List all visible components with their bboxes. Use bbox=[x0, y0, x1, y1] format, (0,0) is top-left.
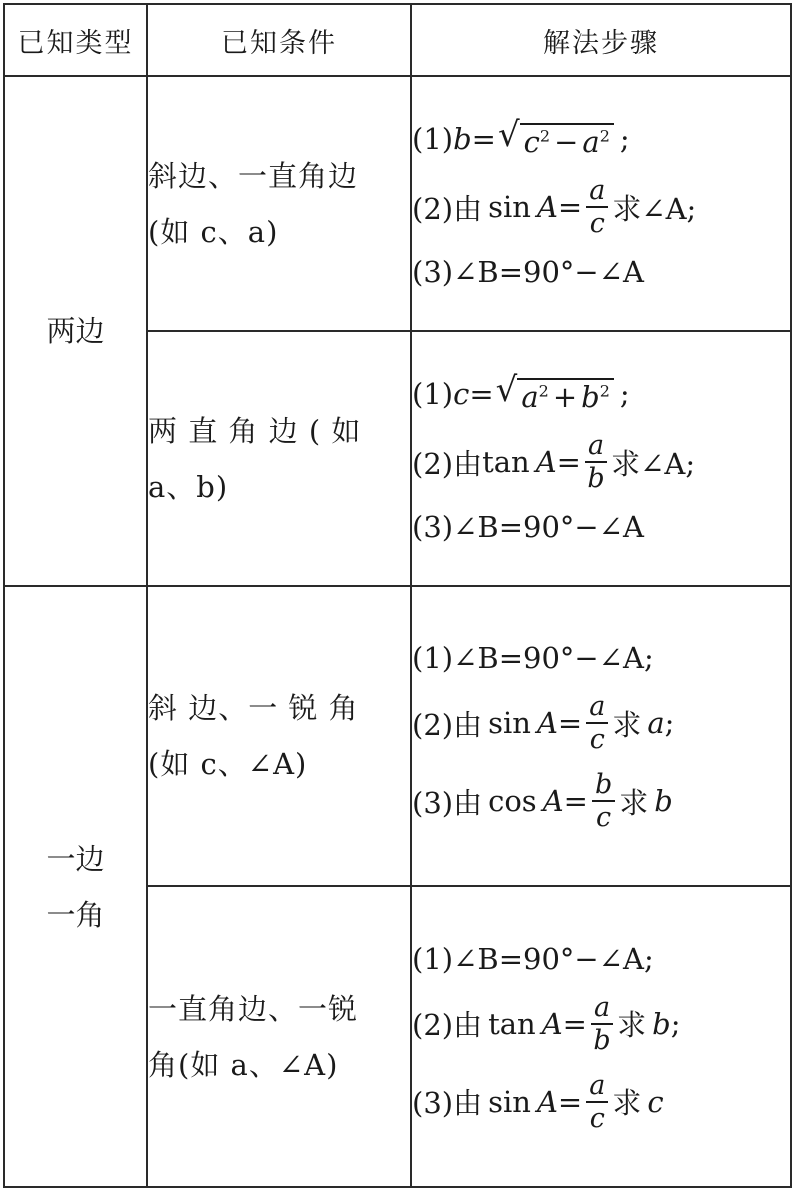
step-prefix: (1) bbox=[412, 941, 454, 976]
target-variable: a bbox=[647, 706, 665, 740]
step-2 bbox=[412, 693, 790, 753]
unknown-side: c bbox=[453, 376, 470, 411]
known-type-line: 一边 bbox=[46, 841, 105, 876]
condition-line: 斜边、一直角边 bbox=[148, 158, 359, 193]
radicand: $c^2 - a^2$ bbox=[520, 123, 614, 159]
trig-function: tan bbox=[482, 445, 530, 479]
fraction-denominator: b bbox=[587, 463, 605, 494]
angle-variable: A bbox=[536, 190, 558, 224]
step-3 bbox=[412, 771, 790, 831]
step-text: ∠B=90°−∠A; bbox=[453, 941, 654, 976]
equals-sign: = bbox=[557, 1084, 583, 1119]
header-known-condition: 已知条件 bbox=[147, 4, 411, 76]
step-2 bbox=[412, 177, 790, 237]
angle-variable: A bbox=[542, 784, 564, 818]
step-tail: 求 bbox=[612, 1086, 642, 1120]
fraction-numerator: b bbox=[592, 771, 615, 802]
step-tail: 求 bbox=[619, 785, 649, 820]
table-row bbox=[4, 586, 791, 886]
step-prefix: (3)由 bbox=[412, 1086, 483, 1120]
condition-line: 斜 边、一 锐 角 bbox=[148, 691, 359, 725]
fraction-numerator: a bbox=[586, 1072, 608, 1103]
header-solution-steps: 解法步骤 bbox=[411, 4, 791, 76]
known-condition-cell bbox=[147, 886, 411, 1187]
equals-sign: = bbox=[557, 190, 583, 224]
angle-variable: A bbox=[536, 706, 558, 740]
fraction-denominator: c bbox=[589, 1102, 605, 1134]
fraction bbox=[591, 991, 613, 1056]
target-variable: c bbox=[647, 1084, 664, 1119]
known-type-line: 两边 bbox=[46, 314, 105, 348]
step-1 bbox=[412, 115, 790, 159]
angle-variable: A bbox=[541, 1006, 563, 1041]
trig-function: sin bbox=[488, 1084, 531, 1119]
known-type-side-and-angle bbox=[4, 586, 147, 1187]
angle-variable: A bbox=[535, 445, 557, 479]
target-variable: b bbox=[654, 784, 673, 818]
step-1 bbox=[412, 641, 790, 675]
step-prefix: (1) bbox=[412, 641, 454, 675]
step-2 bbox=[412, 432, 790, 492]
step-2 bbox=[412, 991, 790, 1056]
square-root bbox=[495, 370, 614, 414]
target-variable: b bbox=[652, 1006, 671, 1041]
condition-line: 一直角边、一锐 bbox=[148, 991, 359, 1026]
step-3 bbox=[412, 1069, 790, 1134]
known-type-line: 一角 bbox=[46, 897, 105, 932]
known-condition-cell bbox=[147, 76, 411, 331]
fraction bbox=[586, 693, 608, 753]
step-prefix: (3) bbox=[412, 510, 454, 544]
equals-sign: = bbox=[469, 376, 494, 411]
trig-function: sin bbox=[488, 706, 531, 740]
header-row bbox=[4, 4, 791, 76]
step-text: ∠B=90°−∠A; bbox=[453, 641, 654, 675]
fraction-numerator: a bbox=[585, 432, 607, 463]
fraction bbox=[586, 177, 608, 237]
known-condition-cell bbox=[147, 331, 411, 586]
trig-function: cos bbox=[488, 784, 537, 818]
step-tail: 求∠A; bbox=[612, 191, 697, 226]
condition-line: (如 c、∠A) bbox=[148, 747, 308, 781]
radical-sign-icon: √ bbox=[495, 370, 518, 410]
condition-line: 角(如 a、∠A) bbox=[148, 1047, 339, 1082]
fraction-numerator: a bbox=[586, 693, 608, 724]
radicand: $a^2 + b^2$ bbox=[517, 378, 614, 414]
condition-line: a、b) bbox=[148, 469, 229, 504]
condition-line: (如 c、a) bbox=[148, 214, 279, 249]
step-tail: 求 bbox=[612, 707, 642, 742]
step-prefix: (2)由 bbox=[412, 707, 483, 742]
step-3 bbox=[412, 510, 790, 544]
step-prefix: (1) bbox=[412, 121, 454, 156]
step-prefix: (2)由 bbox=[412, 191, 483, 226]
step-end: ; bbox=[670, 1006, 681, 1041]
known-condition-cell bbox=[147, 586, 411, 886]
header-known-type: 已知类型 bbox=[4, 4, 147, 76]
fraction-denominator: b bbox=[593, 1024, 611, 1056]
equals-sign: = bbox=[563, 784, 588, 818]
trig-function: sin bbox=[488, 190, 531, 224]
fraction-numerator: a bbox=[586, 177, 608, 208]
step-3 bbox=[412, 255, 790, 289]
step-1 bbox=[412, 370, 790, 414]
step-tail: ; bbox=[619, 121, 630, 156]
solution-steps-cell bbox=[411, 586, 791, 886]
step-prefix: (1) bbox=[412, 376, 454, 411]
step-end: ; bbox=[664, 706, 675, 740]
fraction-numerator: a bbox=[591, 994, 613, 1025]
radical-sign-icon: √ bbox=[497, 115, 520, 155]
step-tail: 求 bbox=[617, 1008, 647, 1042]
unknown-side: b bbox=[453, 121, 472, 156]
equals-sign: = bbox=[556, 445, 581, 479]
table-row bbox=[4, 76, 791, 331]
step-1 bbox=[412, 942, 790, 976]
solution-method-table bbox=[3, 3, 792, 1188]
solution-steps-cell bbox=[411, 76, 791, 331]
step-tail: ; bbox=[619, 376, 630, 411]
equals-sign: = bbox=[557, 706, 583, 740]
known-type-two-sides bbox=[4, 76, 147, 586]
fraction-denominator: c bbox=[596, 802, 612, 833]
fraction-denominator: c bbox=[589, 208, 605, 239]
fraction bbox=[585, 432, 607, 492]
solution-steps-cell bbox=[411, 331, 791, 586]
equals-sign: = bbox=[562, 1006, 587, 1041]
step-prefix: (2)由 bbox=[412, 1008, 483, 1042]
fraction-denominator: c bbox=[589, 724, 605, 755]
step-tail: 求∠A; bbox=[611, 446, 696, 481]
step-prefix: (3) bbox=[412, 255, 454, 289]
step-text: ∠B=90°−∠A bbox=[453, 255, 644, 289]
condition-line: 两 直 角 边 ( 如 bbox=[148, 413, 362, 448]
fraction bbox=[592, 771, 615, 831]
step-prefix: (3)由 bbox=[412, 785, 483, 820]
equals-sign: = bbox=[471, 121, 496, 156]
angle-variable: A bbox=[536, 1084, 558, 1119]
step-text: ∠B=90°−∠A bbox=[453, 510, 644, 544]
step-prefix: (2)由 bbox=[412, 446, 483, 481]
solution-steps-cell bbox=[411, 886, 791, 1187]
trig-function: tan bbox=[488, 1006, 536, 1041]
fraction bbox=[586, 1069, 608, 1134]
square-root bbox=[497, 115, 614, 159]
